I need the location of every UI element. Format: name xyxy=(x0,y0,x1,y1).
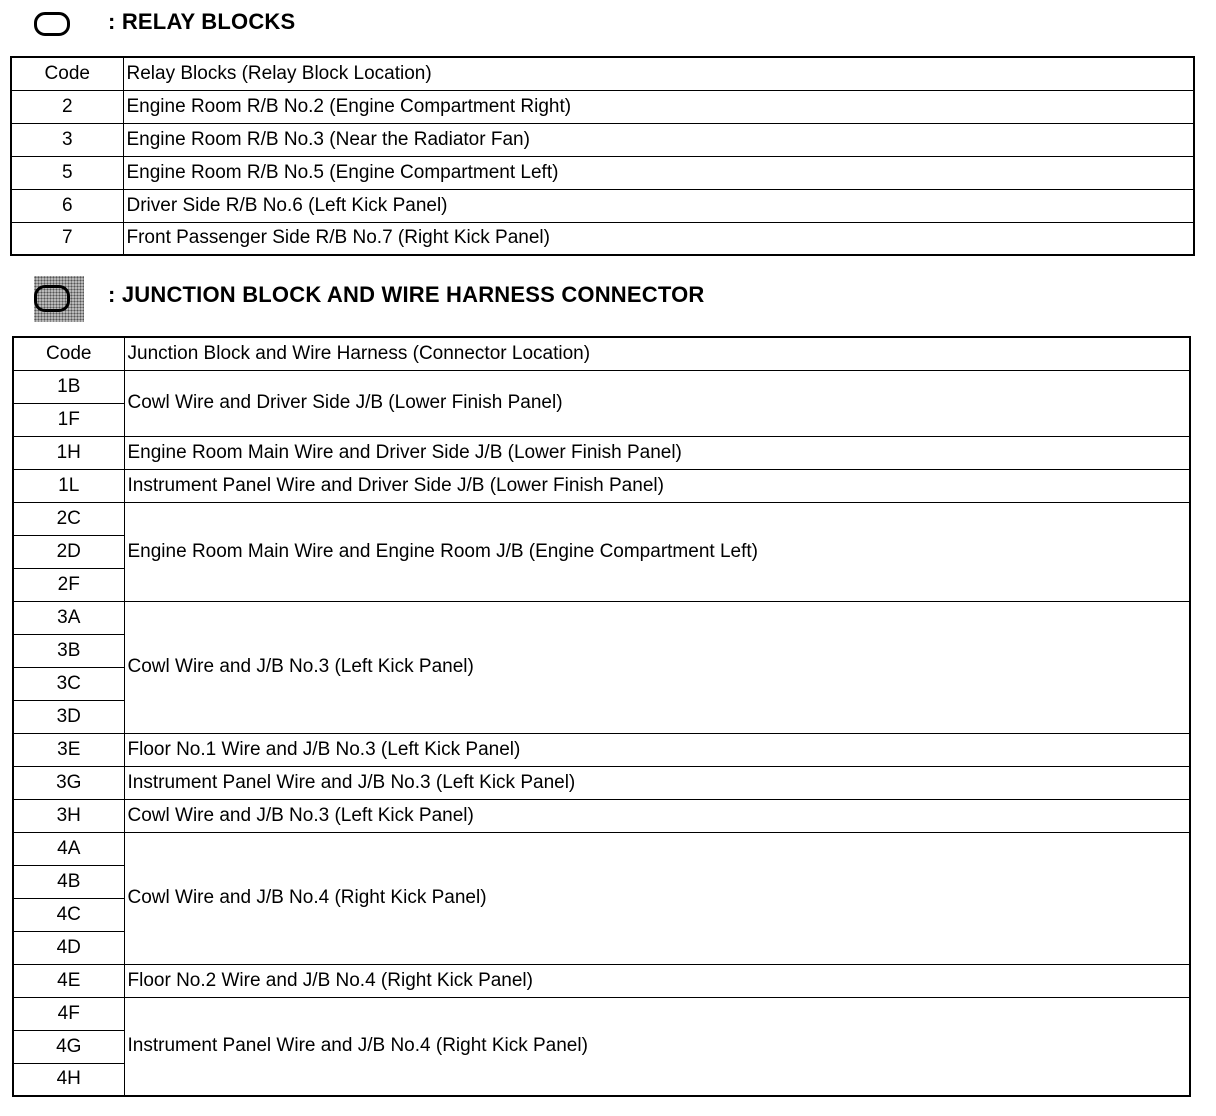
code-cell: 4D xyxy=(13,931,124,964)
table-row xyxy=(13,733,1190,766)
description-cell: Engine Room R/B No.5 (Engine Compartment Left) xyxy=(123,156,1194,189)
code-cell: 5 xyxy=(11,156,123,189)
description-cell: Front Passenger Side R/B No.7 (Right Kick Panel) xyxy=(123,222,1194,255)
junction-table-body xyxy=(13,370,1190,1096)
relay-block-icon xyxy=(34,12,70,36)
junction-section-heading xyxy=(108,281,705,309)
code-cell: 3 xyxy=(11,123,123,156)
table-row xyxy=(11,189,1194,222)
code-cell: 7 xyxy=(11,222,123,255)
code-cell: 1H xyxy=(13,436,124,469)
code-cell: 4C xyxy=(13,898,124,931)
description-cell: Engine Room R/B No.2 (Engine Compartment Right) xyxy=(123,90,1194,123)
description-column-header: Junction Block and Wire Harness (Connector Location) xyxy=(124,337,1190,370)
table-row xyxy=(13,370,1190,403)
table-header-row xyxy=(11,57,1194,90)
table-row xyxy=(13,601,1190,634)
code-cell: 4G xyxy=(13,1030,124,1063)
table-row xyxy=(13,502,1190,535)
code-cell: 3B xyxy=(13,634,124,667)
description-cell: Floor No.2 Wire and J/B No.4 (Right Kick Panel) xyxy=(124,964,1190,997)
code-cell: 1L xyxy=(13,469,124,502)
table-row xyxy=(11,156,1194,189)
table-row xyxy=(13,832,1190,865)
table-row xyxy=(11,90,1194,123)
code-cell: 2F xyxy=(13,568,124,601)
code-cell: 4A xyxy=(13,832,124,865)
code-cell: 4E xyxy=(13,964,124,997)
junction-block-table xyxy=(12,336,1191,1097)
table-row xyxy=(13,436,1190,469)
code-cell: 2C xyxy=(13,502,124,535)
code-cell: 1F xyxy=(13,403,124,436)
relay-table-body xyxy=(11,90,1194,255)
description-cell: Floor No.1 Wire and J/B No.3 (Left Kick Panel) xyxy=(124,733,1190,766)
table-row xyxy=(11,222,1194,255)
table-row xyxy=(13,766,1190,799)
code-cell: 4H xyxy=(13,1063,124,1096)
code-cell: 2D xyxy=(13,535,124,568)
code-column-header: Code xyxy=(11,57,123,90)
code-cell: 6 xyxy=(11,189,123,222)
description-cell: Cowl Wire and J/B No.3 (Left Kick Panel) xyxy=(124,799,1190,832)
description-cell: Instrument Panel Wire and J/B No.4 (Right Kick Panel) xyxy=(124,997,1190,1096)
description-cell: Engine Room Main Wire and Driver Side J/B (Lower Finish Panel) xyxy=(124,436,1190,469)
code-cell: 4B xyxy=(13,865,124,898)
code-column-header: Code xyxy=(13,337,124,370)
code-cell: 1B xyxy=(13,370,124,403)
description-column-header: Relay Blocks (Relay Block Location) xyxy=(123,57,1194,90)
table-row xyxy=(13,799,1190,832)
table-row xyxy=(13,964,1190,997)
code-cell: 3A xyxy=(13,601,124,634)
code-cell: 3G xyxy=(13,766,124,799)
relay-blocks-table xyxy=(10,56,1195,256)
junction-block-icon-background xyxy=(34,276,84,322)
relay-section-title: : RELAY BLOCKS xyxy=(108,9,296,34)
code-cell: 3D xyxy=(13,700,124,733)
code-cell: 3C xyxy=(13,667,124,700)
table-row xyxy=(13,469,1190,502)
description-cell: Engine Room Main Wire and Engine Room J/B (Engine Compartment Left) xyxy=(124,502,1190,601)
code-cell: 3E xyxy=(13,733,124,766)
description-cell: Cowl Wire and J/B No.3 (Left Kick Panel) xyxy=(124,601,1190,733)
table-row xyxy=(11,123,1194,156)
code-cell: 3H xyxy=(13,799,124,832)
description-cell: Engine Room R/B No.3 (Near the Radiator Fan) xyxy=(123,123,1194,156)
description-cell: Instrument Panel Wire and J/B No.3 (Left Kick Panel) xyxy=(124,766,1190,799)
table-row xyxy=(13,997,1190,1030)
code-cell: 4F xyxy=(13,997,124,1030)
description-cell: Cowl Wire and J/B No.4 (Right Kick Panel) xyxy=(124,832,1190,964)
code-cell: 2 xyxy=(11,90,123,123)
junction-section-title: : JUNCTION BLOCK AND WIRE HARNESS CONNECTOR xyxy=(108,282,705,307)
table-header-row xyxy=(13,337,1190,370)
relay-section-heading xyxy=(108,8,295,36)
junction-block-icon xyxy=(34,285,70,312)
description-cell: Instrument Panel Wire and Driver Side J/B (Lower Finish Panel) xyxy=(124,469,1190,502)
description-cell: Cowl Wire and Driver Side J/B (Lower Finish Panel) xyxy=(124,370,1190,436)
description-cell: Driver Side R/B No.6 (Left Kick Panel) xyxy=(123,189,1194,222)
